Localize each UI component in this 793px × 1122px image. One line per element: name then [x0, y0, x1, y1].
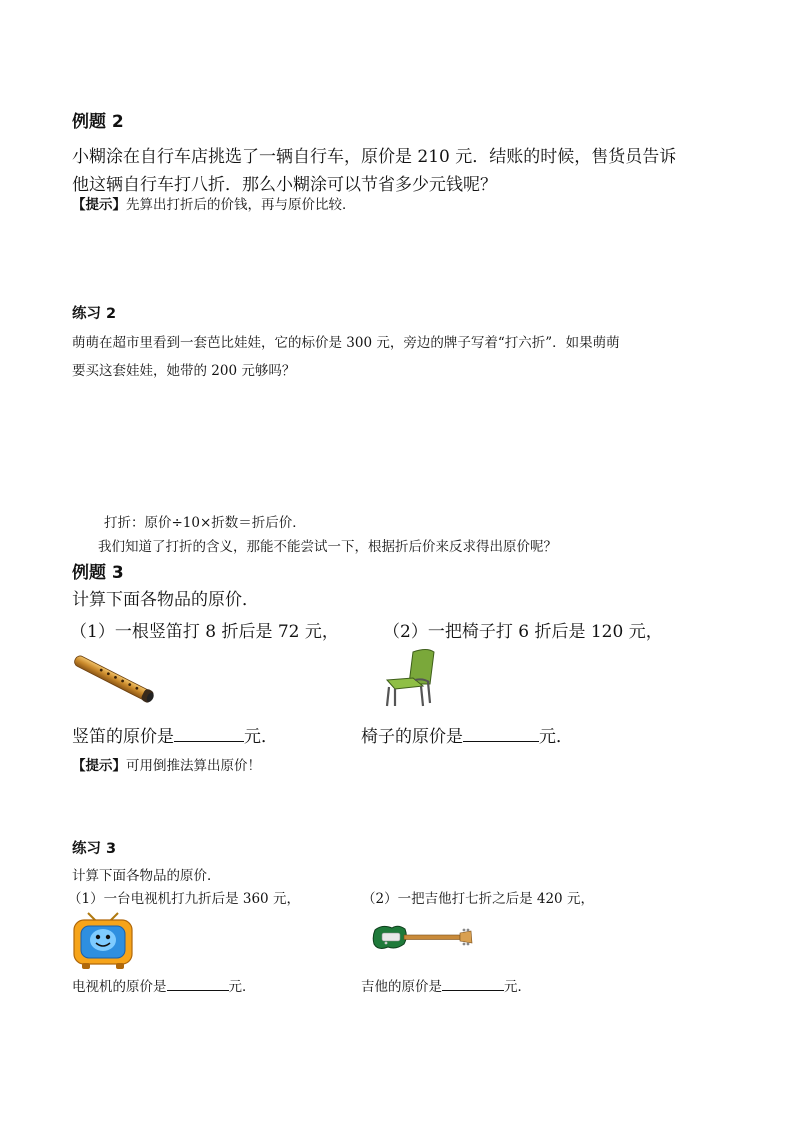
answer-1-label: 竖笛的原价是 — [72, 727, 174, 747]
answer-1-unit: 元． — [244, 727, 278, 747]
answer-2-blank[interactable] — [463, 724, 539, 742]
discount-formula: 打折：原价÷10×折数＝折后价． — [104, 515, 306, 531]
example-3-item-2: （2）一把椅子打 6 折后是 120 元， — [383, 622, 663, 642]
example-2-text-line2: 他这辆自行车打八折．那么小糊涂可以节省多少元钱呢？ — [72, 175, 497, 195]
practice-2-title: 练习 2 — [72, 306, 117, 322]
example-3-title: 例题 3 — [72, 563, 124, 583]
tv-icon — [72, 912, 134, 970]
example-2-text-line1: 小糊涂在自行车店挑选了一辆自行车，原价是 210 元．结账的时候，售货员告诉 — [72, 147, 677, 167]
flute-icon — [68, 650, 158, 710]
practice-3-item-1: （1）一台电视机打九折后是 360 元， — [68, 891, 300, 907]
practice-2-text-line1: 萌萌在超市里看到一套芭比娃娃，它的标价是 300 元，旁边的牌子写着“打六折”．如果萌萌 — [72, 335, 620, 351]
example-3-hint — [72, 754, 261, 774]
hint-text: 可用倒推法算出原价！ — [126, 758, 261, 774]
chair-icon — [383, 648, 438, 708]
example-3-answer-2 — [361, 722, 573, 747]
practice-3-item-2: （2）一把吉他打七折之后是 420 元， — [362, 891, 594, 907]
answer-1-unit: 元． — [228, 979, 256, 995]
hint-tag: 【提示】 — [72, 197, 126, 213]
answer-2-unit: 元． — [504, 979, 531, 995]
guitar-icon — [372, 922, 474, 954]
example-3-item-1: （1）一根竖笛打 8 折后是 72 元， — [70, 622, 339, 642]
answer-1-blank[interactable] — [167, 977, 229, 992]
hint-tag: 【提示】 — [72, 758, 126, 774]
note-question: 我们知道了打折的含义，那能不能尝试一下，根据折后价来反求得出原价呢？ — [98, 539, 557, 555]
practice-2-text-line2: 要买这套娃娃，她带的 200 元够吗？ — [72, 363, 296, 379]
answer-1-blank[interactable] — [174, 724, 244, 742]
example-2-hint — [72, 193, 356, 213]
example-3-answer-1 — [72, 722, 278, 747]
answer-2-label: 吉他的原价是 — [361, 979, 442, 995]
practice-3-intro: 计算下面各物品的原价． — [72, 868, 221, 884]
practice-3-answer-1 — [72, 975, 256, 995]
answer-2-blank[interactable] — [442, 977, 504, 992]
practice-3-title: 练习 3 — [72, 841, 117, 857]
answer-2-label: 椅子的原价是 — [361, 727, 463, 747]
example-2-title: 例题 2 — [72, 112, 124, 132]
practice-3-answer-2 — [361, 975, 531, 995]
hint-text: 先算出打折后的价钱，再与原价比较． — [126, 197, 356, 213]
example-3-intro: 计算下面各物品的原价． — [72, 590, 259, 610]
answer-1-label: 电视机的原价是 — [72, 979, 167, 995]
answer-2-unit: 元． — [539, 727, 573, 747]
